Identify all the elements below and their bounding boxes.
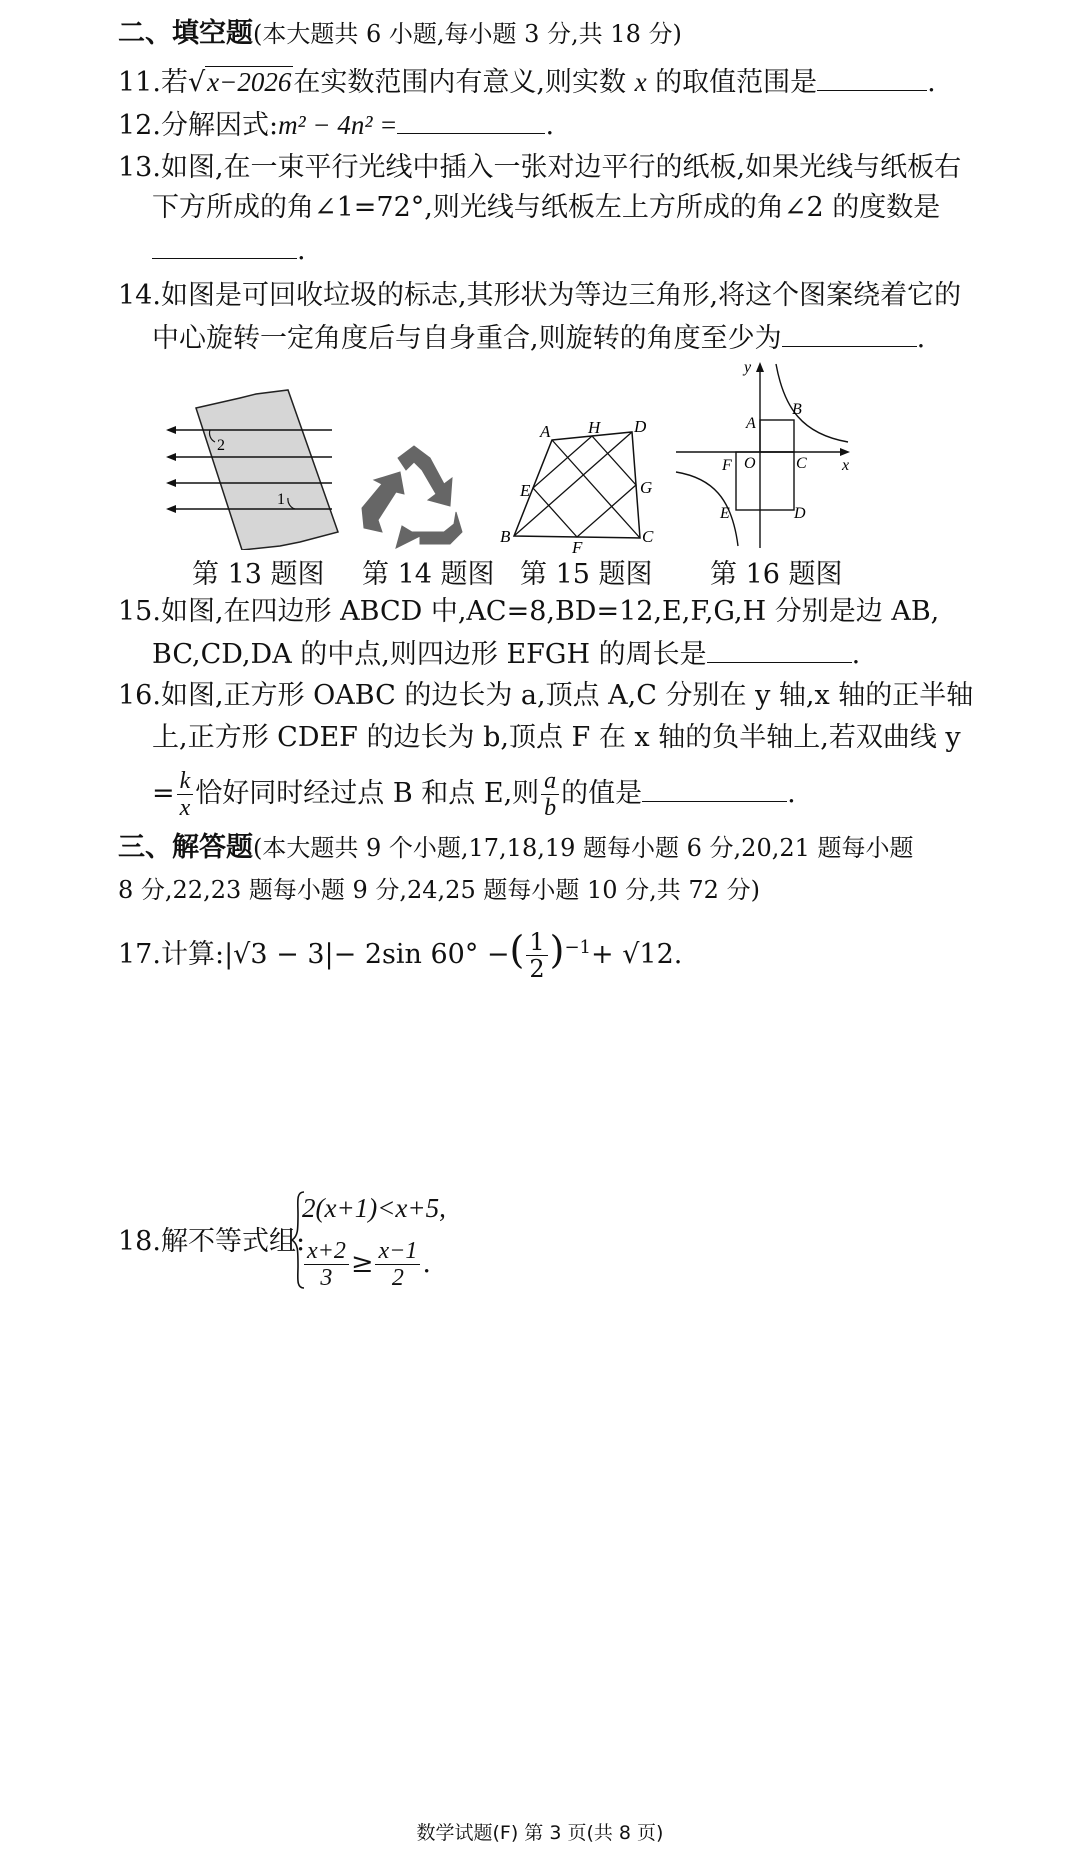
- question-12: 12.分解因式:m² − 4n² = .: [118, 105, 554, 146]
- recycle-arrow-icon: [398, 446, 452, 506]
- question-15-line2: BC,CD,DA 的中点,则四边形 EFGH 的周长是 .: [152, 634, 860, 675]
- arrow-left-icon: [166, 426, 176, 434]
- question-16-line1: 16.如图,正方形 OABC 的边长为 a,顶点 A,C 分别在 y 轴,x 轴的正半轴: [118, 680, 974, 711]
- point-label-b: B: [500, 527, 511, 546]
- section-2-title: 二、填空题: [118, 18, 253, 49]
- question-14-line1: 14.如图是可回收垃圾的标志,其形状为等边三角形,将这个图案绕着它的: [118, 280, 962, 311]
- fraction-x-minus-1-over-2: $\frac{x-1}{2}$: [375, 1238, 420, 1291]
- question-16-line3: = $\frac{k}{x}$ 恰好同时经过点 B 和点 E,则 $\frac{a}{b}$ 的值是 .: [152, 768, 796, 821]
- quadrilateral-efgh: [533, 436, 636, 537]
- question-14-line2: 中心旋转一定角度后与自身重合,则旋转的角度至少为 .: [152, 318, 925, 359]
- point-label-d: D: [634, 420, 647, 436]
- answer-blank-14[interactable]: [782, 318, 917, 347]
- section-3-heading: [118, 828, 914, 868]
- question-16-line2: 上,正方形 CDEF 的边长为 b,顶点 F 在 x 轴的负半轴上,若双曲线 y: [152, 722, 961, 753]
- answer-blank-12[interactable]: [397, 105, 545, 134]
- section-3-desc-1: (本大题共 9 个小题,17,18,19 题每小题 6 分,20,21 题每小题: [253, 834, 914, 862]
- fraction-k-over-x: $\frac{k}{x}$: [177, 768, 194, 821]
- fraction-a-over-b: $\frac{a}{b}$: [541, 768, 559, 821]
- point-label-h: H: [588, 420, 601, 437]
- inequality-1: 2(x+1)<x+5,: [302, 1193, 446, 1223]
- point-label-c: C: [796, 455, 807, 472]
- quadrilateral-abcd: [514, 432, 640, 538]
- section-3-title: 三、解答题: [118, 832, 253, 863]
- answer-blank-16[interactable]: [642, 773, 787, 802]
- point-label-g: G: [640, 478, 653, 497]
- figure-13: [160, 380, 340, 550]
- point-label-a: A: [746, 415, 756, 432]
- answer-blank-13[interactable]: [152, 230, 297, 259]
- figure-14-caption: 第 14 题图: [362, 559, 495, 590]
- figure-15-caption: 第 15 题图: [520, 559, 653, 590]
- angle-2-label: 2: [217, 437, 225, 454]
- fraction-one-half: $\frac{1}{2}$: [526, 929, 547, 982]
- axis-label-x: x: [842, 457, 850, 474]
- question-17: 17.计算:|√3 − 3|− 2sin 60° −( $\frac{1}{2}$ )$^{-1}$+ √12.: [118, 928, 683, 983]
- section-3-heading-cont: [118, 870, 760, 910]
- point-label-f: F: [572, 538, 583, 554]
- arrow-left-icon: [166, 505, 176, 513]
- figure-15: [496, 420, 666, 554]
- inequality-2: $\frac{x+2}{3}$ ≥ $\frac{x-1}{2}$ .: [302, 1236, 431, 1292]
- point-label-a: A: [540, 422, 551, 441]
- question-11: 11.若√x−2026在实数范围内有意义,则实数 x 的取值范围是 .: [118, 62, 936, 103]
- square-oabc: [760, 420, 794, 452]
- hyperbola-branch-1: [776, 364, 848, 442]
- figure-16-caption: 第 16 题图: [710, 559, 843, 590]
- point-label-o: O: [744, 455, 756, 472]
- section-2-heading: [118, 14, 682, 54]
- point-label-e: E: [720, 505, 730, 522]
- page-footer: 数学试题(F) 第 3 页(共 8 页): [416, 1822, 664, 1844]
- recycle-arrow-icon: [396, 512, 462, 548]
- answer-blank-15[interactable]: [707, 634, 852, 663]
- angle-1-label: 1: [277, 491, 285, 508]
- point-label-b: B: [792, 401, 802, 418]
- cardboard-strip: [196, 390, 338, 550]
- section-2-desc: (本大题共 6 小题,每小题 3 分,共 18 分): [253, 20, 682, 48]
- axis-label-y: y: [744, 359, 752, 376]
- figure-16: [672, 358, 856, 552]
- y-axis-arrow-icon: [756, 362, 764, 372]
- point-label-f: F: [722, 457, 732, 474]
- recycle-arrow-icon: [362, 472, 404, 532]
- section-3-desc-2: 8 分,22,23 题每小题 9 分,24,25 题每小题 10 分,共 72 分): [118, 876, 760, 904]
- point-label-e: E: [520, 481, 531, 500]
- diagonal-bd: [514, 432, 632, 536]
- arrow-left-icon: [166, 453, 176, 461]
- arrow-left-icon: [166, 479, 176, 487]
- question-15-line1: 15.如图,在四边形 ABCD 中,AC=8,BD=12,E,F,G,H 分别是边 AB,: [118, 596, 940, 627]
- figure-13-caption: 第 13 题图: [192, 559, 325, 590]
- x-axis-arrow-icon: [840, 448, 850, 456]
- fraction-x-plus-2-over-3: $\frac{x+2}{3}$: [304, 1238, 349, 1291]
- question-13-blank-line: .: [152, 230, 306, 271]
- answer-blank-11[interactable]: [817, 62, 927, 91]
- question-13-line1: 13.如图,在一束平行光线中插入一张对边平行的纸板,如果光线与纸板右: [118, 152, 962, 183]
- figure-14: [358, 440, 468, 550]
- question-13-line2: 下方所成的角∠1=72°,则光线与纸板左上方所成的角∠2 的度数是: [152, 192, 941, 223]
- point-label-d: D: [794, 505, 806, 522]
- question-18-label: 18.解不等式组:: [118, 1226, 306, 1257]
- point-label-c: C: [642, 527, 654, 546]
